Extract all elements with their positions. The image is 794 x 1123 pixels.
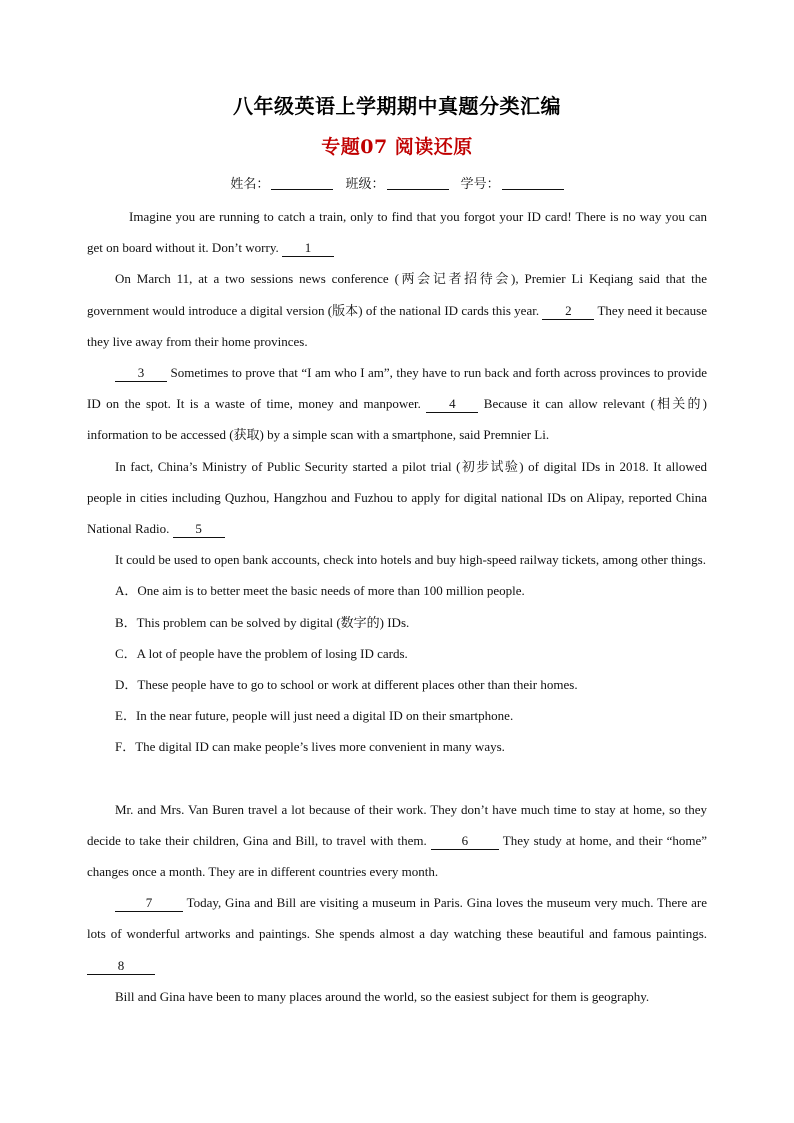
passage1-paragraph-3: 3 Sometimes to prove that “I am who I am”, they have to run back and forth across provinces to provide ID on the spot. It is a waste of time, money and manpower. 4 Because it can allow relevant (相关的) information to be accessed (获取) by a simple scan with a smartphone, said Premnier Li. <box>87 365 708 443</box>
passage1-paragraph-2: On March 11, at a two sessions news conference (两会记者招待会), Premier Li Keqiang said that the government would introduce a digital version (版本) of the national ID cards this year. 2 They need it because they live away from their home provinces. <box>87 271 708 349</box>
passage1-paragraph-5: It could be used to open bank accounts, check into hotels and buy high-speed railway tickets, among other things. <box>115 552 706 568</box>
student-info-line <box>0 174 794 196</box>
option-a: A．One aim is to better meet the basic needs of more than 100 million people. <box>115 583 525 599</box>
passage2-paragraph-1: Mr. and Mrs. Van Buren travel a lot because of their work. They don’t have much time to stay at home, so they decide to take their children, Gina and Bill, to travel with them. 6 They study at home, and their “home” changes once a month. They are in different countries every month. <box>87 801 707 880</box>
number-label: 学号： <box>460 177 500 192</box>
option-d: D．These people have to go to school or work at different places other than their homes. <box>115 677 578 693</box>
name-label: 姓名： <box>230 177 270 192</box>
blank-3[interactable]: 3 <box>115 364 167 382</box>
section-gap <box>87 763 707 794</box>
number-blank[interactable] <box>502 175 564 190</box>
option-e: E．In the near future, people will just need a digital ID on their smartphone. <box>115 708 514 724</box>
name-blank[interactable] <box>271 175 333 190</box>
blank-1[interactable]: 1 <box>282 239 334 257</box>
blank-2[interactable]: 2 <box>542 302 594 320</box>
passage1-paragraph-1: Imagine you are running to catch a train, only to find that you forgot your ID card! There is no way you can get on board without it. Don’t worry. 1 <box>87 209 707 256</box>
blank-6[interactable]: 6 <box>431 832 499 850</box>
class-label: 班级： <box>345 177 385 192</box>
number-field[interactable] <box>461 174 564 196</box>
passage2-paragraph-3: Bill and Gina have been to many places around the world, so the easiest subject for them is geography. <box>115 988 650 1004</box>
option-c: C．A lot of people have the problem of losing ID cards. <box>115 645 408 661</box>
passage2-paragraph-2: 7 Today, Gina and Bill are visiting a museum in Paris. Gina loves the museum very much. There are lots of wonderful artworks and paintings. She spends almost a day watching these beautiful and famous paintings. 8 <box>87 895 708 973</box>
option-f: F．The digital ID can make people’s lives more convenient in many ways. <box>115 739 505 755</box>
blank-8[interactable]: 8 <box>87 957 155 975</box>
option-b: B．This problem can be solved by digital (数字的) IDs. <box>115 614 410 630</box>
blank-4[interactable]: 4 <box>426 395 478 413</box>
class-field[interactable] <box>345 174 448 196</box>
blank-5[interactable]: 5 <box>173 520 225 538</box>
document-body <box>87 201 707 1012</box>
name-field[interactable] <box>230 174 333 196</box>
blank-7[interactable]: 7 <box>115 894 183 912</box>
class-blank[interactable] <box>387 175 449 190</box>
passage1-paragraph-4: In fact, China’s Ministry of Public Security started a pilot trial (初步试验) of digital IDs in 2018. It allowed people in cities including Quzhou, Hangzhou and Fuzhou to apply for digital national IDs on Alipay, reported China National Radio. 5 <box>87 458 707 537</box>
page-title: 八年级英语上学期期中真题分类汇编 <box>233 94 561 118</box>
page-subtitle: 专题07 阅读还原 <box>321 136 473 158</box>
